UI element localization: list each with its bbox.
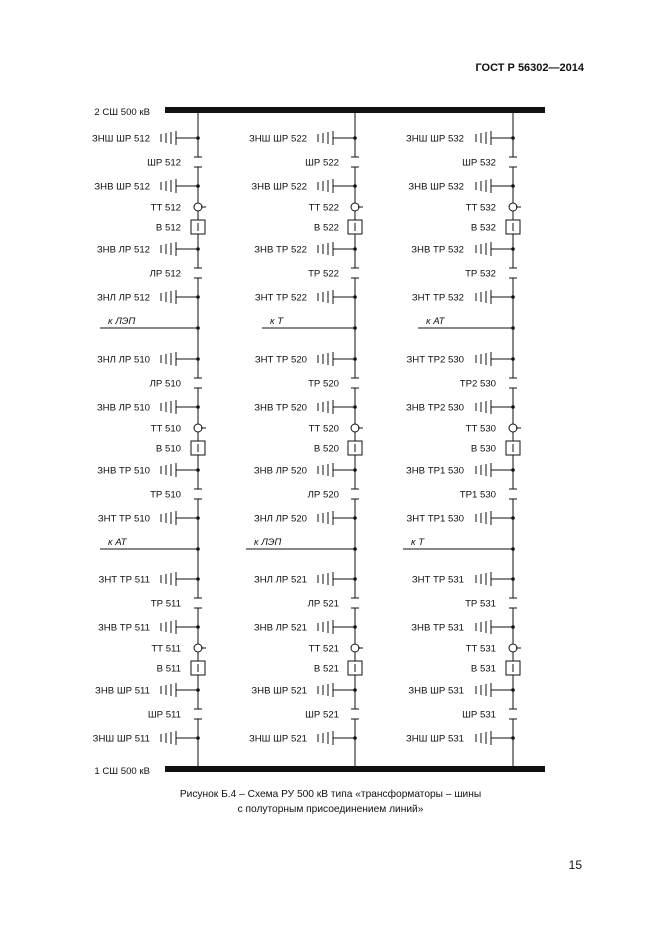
- element-label: ШР 511: [147, 709, 181, 721]
- element-label: ШР 522: [305, 157, 339, 169]
- element-label: ЗНВ ЛР 521: [253, 622, 307, 634]
- disconnector-gap: [195, 378, 201, 388]
- element-label: ЗНТ ТР 511: [98, 574, 150, 586]
- current-transformer-symbol: [351, 644, 359, 652]
- element-label: ЗНТ ТР 520: [254, 354, 307, 366]
- element-label: ЗНВ ШР 511: [95, 685, 150, 697]
- bus-bar-top: [165, 107, 545, 113]
- element-label: ТТ 531: [465, 643, 496, 655]
- element-label: ШР 521: [305, 709, 339, 721]
- disconnector-gap: [510, 709, 516, 719]
- element-label: ТТ 511: [151, 643, 181, 655]
- element-label: ЗНВ ШР 512: [94, 181, 150, 193]
- element-label: ЗНШ ШР 511: [92, 733, 150, 745]
- element-label: ЗНВ ТР 510: [97, 465, 150, 477]
- disconnector-gap: [195, 709, 201, 719]
- tap-label: к Т: [270, 316, 284, 327]
- element-label: ЗНВ ТР1 530: [405, 465, 464, 477]
- tap-label: к ЛЭП: [254, 537, 282, 548]
- current-transformer-symbol: [509, 203, 517, 211]
- element-label: ШР 531: [462, 709, 496, 721]
- element-label: В 532: [470, 222, 496, 234]
- element-label: ЗНШ ШР 531: [405, 733, 464, 745]
- document-header: ГОСТ Р 56302—2014: [475, 62, 584, 74]
- disconnector-gap: [510, 378, 516, 388]
- disconnector-gap: [352, 709, 358, 719]
- element-label: ЗНВ ТР 520: [254, 402, 307, 414]
- element-label: ЗНШ ШР 521: [248, 733, 307, 745]
- element-label: ЗНВ ТР 532: [411, 244, 464, 256]
- element-label: ЗНШ ШР 532: [405, 133, 464, 145]
- element-label: ШР 512: [147, 157, 181, 169]
- junction-dot: [196, 326, 200, 330]
- element-label: ЗНШ ШР 512: [91, 133, 150, 145]
- bay-columns: [92, 113, 521, 766]
- element-label: ТТ 522: [308, 202, 339, 214]
- current-transformer-symbol: [194, 644, 202, 652]
- element-label: ТТ 530: [465, 423, 496, 435]
- junction-dot: [353, 326, 357, 330]
- element-label: ТТ 532: [465, 202, 496, 214]
- element-label: ТР 532: [465, 268, 496, 280]
- element-label: ТТ 512: [150, 202, 181, 214]
- element-label: В 522: [313, 222, 339, 234]
- element-label: ЛР 512: [149, 268, 181, 280]
- junction-dot: [511, 326, 515, 330]
- element-label: ТР2 530: [459, 378, 496, 390]
- element-label: ЗНВ ШР 522: [251, 181, 307, 193]
- tap-label: к ЛЭП: [108, 316, 136, 327]
- tap-label: к АТ: [426, 316, 445, 327]
- tap-label: к Т: [411, 537, 425, 548]
- element-label: ТР 522: [308, 268, 339, 280]
- element-label: ЗНВ ТР 522: [254, 244, 307, 256]
- disconnector-gap: [510, 489, 516, 499]
- element-label: ЗНТ ТР 532: [411, 292, 464, 304]
- element-label: ЗНВ ЛР 520: [253, 465, 307, 477]
- element-label: В 530: [470, 443, 496, 455]
- disconnector-gap: [195, 268, 201, 278]
- junction-dot: [511, 547, 515, 551]
- element-label: ТР 520: [308, 378, 339, 390]
- page-number: 15: [568, 858, 582, 872]
- element-label: ЗНЛ ЛР 520: [253, 513, 307, 525]
- disconnector-gap: [195, 157, 201, 167]
- disconnector-gap: [352, 378, 358, 388]
- disconnector-gap: [352, 489, 358, 499]
- bus-label-top: 2 СШ 500 кВ: [94, 107, 150, 118]
- current-transformer-symbol: [509, 644, 517, 652]
- element-label: В 531: [470, 663, 496, 675]
- junction-dot: [353, 547, 357, 551]
- element-label: ЛР 510: [149, 378, 181, 390]
- disconnector-gap: [352, 598, 358, 608]
- element-label: ЗНВ ТР 531: [411, 622, 464, 634]
- element-label: ТТ 520: [308, 423, 339, 435]
- element-label: ЗНВ ТР 511: [97, 622, 150, 634]
- element-label: ШР 532: [462, 157, 496, 169]
- figure-caption: [0, 787, 661, 817]
- element-label: ЗНТ ТР 522: [254, 292, 307, 304]
- disconnector-gap: [510, 598, 516, 608]
- element-label: ЗНВ ШР 521: [251, 685, 307, 697]
- element-label: ЗНВ ТР2 530: [405, 402, 464, 414]
- caption-line-2: с полуторным присоединением линий»: [237, 804, 424, 815]
- current-transformer-symbol: [194, 203, 202, 211]
- disconnector-gap: [352, 157, 358, 167]
- current-transformer-symbol: [509, 424, 517, 432]
- disconnector-gap: [510, 157, 516, 167]
- element-label: ЛР 521: [307, 598, 339, 610]
- caption-line-1: Рисунок Б.4 – Схема РУ 500 кВ типа «трансформаторы – шины: [179, 789, 482, 800]
- element-label: ЗНЛ ЛР 521: [253, 574, 307, 586]
- element-label: В 520: [313, 443, 339, 455]
- element-label: В 512: [155, 222, 181, 234]
- disconnector-gap: [352, 268, 358, 278]
- element-label: ЗНТ ТР 531: [411, 574, 464, 586]
- element-label: ЗНЛ ЛР 510: [96, 354, 150, 366]
- element-label: ЗНВ ЛР 512: [96, 244, 150, 256]
- element-label: ЗНВ ШР 531: [408, 685, 464, 697]
- element-label: ЗНШ ШР 522: [248, 133, 307, 145]
- element-label: ТТ 521: [308, 643, 339, 655]
- element-label: В 521: [313, 663, 339, 675]
- element-label: ЗНТ ТР 510: [97, 513, 150, 525]
- element-label: ТР 510: [150, 489, 181, 501]
- element-label: ЗНТ ТР1 530: [406, 513, 464, 525]
- disconnector-gap: [195, 598, 201, 608]
- element-label: ЛР 520: [307, 489, 339, 501]
- element-label: ТР 511: [150, 598, 181, 610]
- element-label: ТТ 510: [150, 423, 181, 435]
- disconnector-gap: [510, 268, 516, 278]
- bus-label-bottom: 1 СШ 500 кВ: [94, 766, 150, 777]
- tap-label: к АТ: [108, 537, 127, 548]
- element-label: ЗНЛ ЛР 512: [96, 292, 150, 304]
- element-label: В 511: [156, 663, 181, 675]
- current-transformer-symbol: [351, 424, 359, 432]
- junction-dot: [196, 547, 200, 551]
- current-transformer-symbol: [351, 203, 359, 211]
- bus-bar-bottom: [165, 766, 545, 772]
- element-label: ТР1 530: [459, 489, 496, 501]
- element-label: ТР 531: [465, 598, 496, 610]
- disconnector-gap: [195, 489, 201, 499]
- element-label: В 510: [155, 443, 181, 455]
- element-label: ЗНВ ШР 532: [408, 181, 464, 193]
- element-label: ЗНТ ТР2 530: [406, 354, 464, 366]
- current-transformer-symbol: [194, 424, 202, 432]
- element-label: ЗНВ ЛР 510: [96, 402, 150, 414]
